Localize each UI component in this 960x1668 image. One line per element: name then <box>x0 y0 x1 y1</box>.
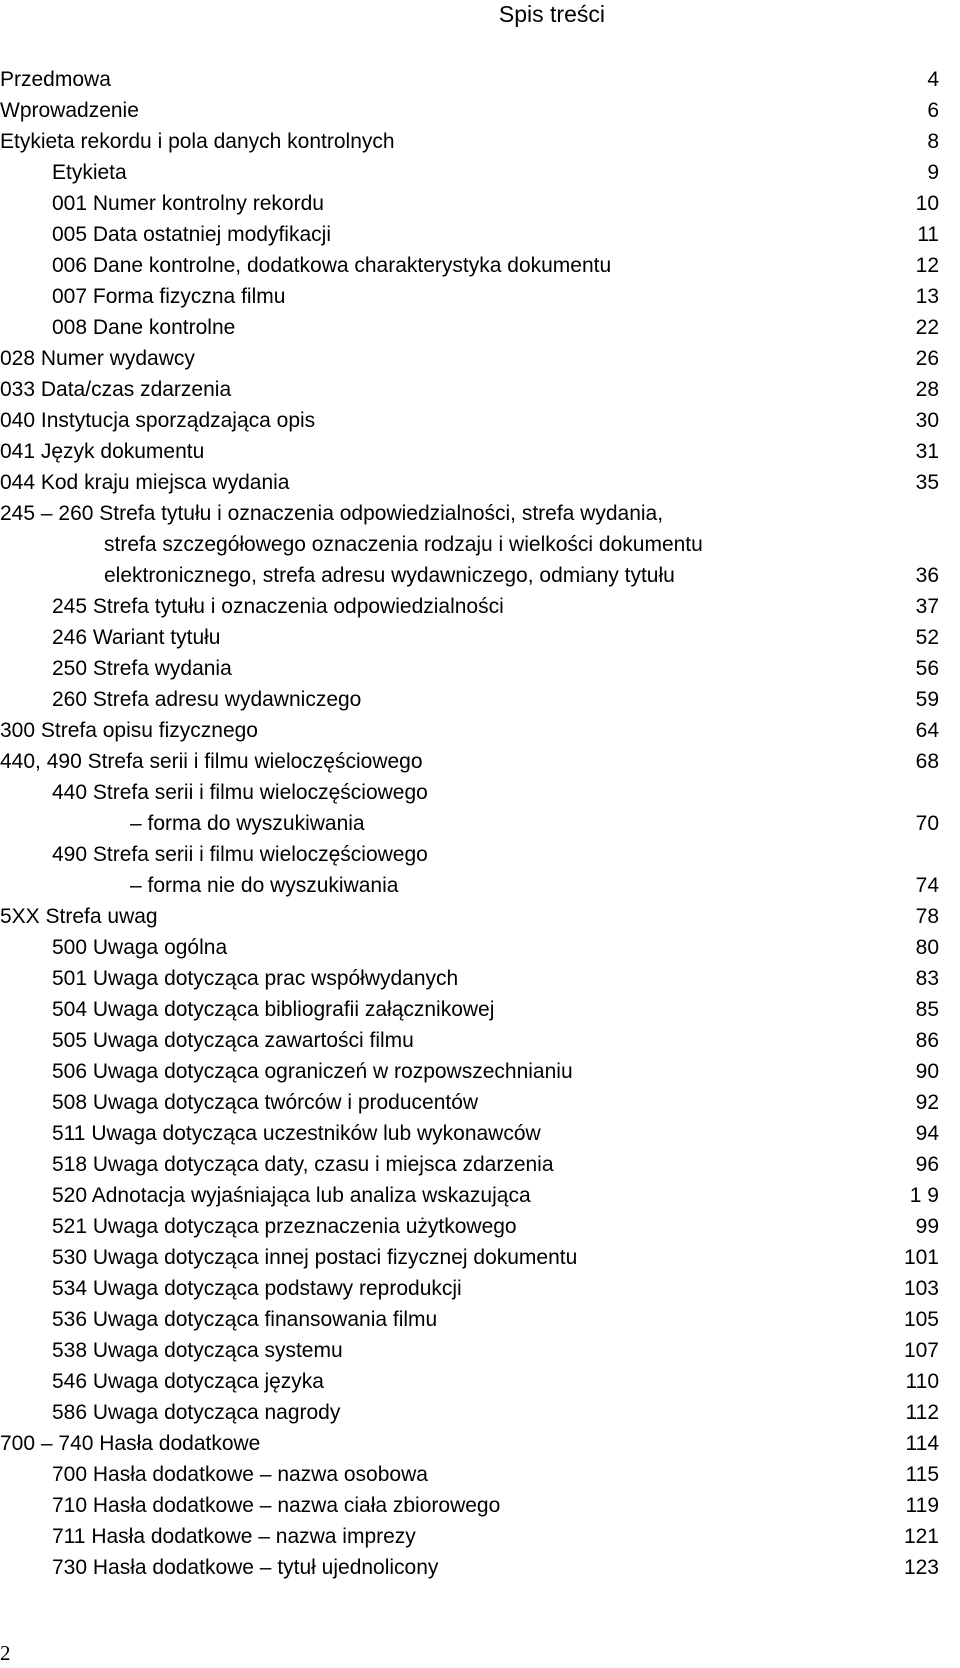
toc-entry <box>0 963 960 994</box>
toc-entry-label: strefa szczegółowego oznaczenia rodzaju i wielkości dokumentu <box>104 533 703 556</box>
toc-entry-page: 6 <box>927 99 939 122</box>
toc-entry <box>0 1242 960 1273</box>
toc-entry <box>0 1056 960 1087</box>
toc-entry-label: 518 Uwaga dotycząca daty, czasu i miejsca zdarzenia <box>52 1153 554 1176</box>
toc-entry <box>0 808 960 839</box>
toc-entry-label: 504 Uwaga dotycząca bibliografii załącznikowej <box>52 998 495 1021</box>
toc-entry-page: 52 <box>915 626 939 649</box>
toc-entry <box>0 777 960 808</box>
toc-entry <box>0 1335 960 1366</box>
toc-entry <box>0 529 960 560</box>
toc-entry <box>0 994 960 1025</box>
toc-entry-page: 37 <box>915 595 939 618</box>
toc-entry <box>0 1521 960 1552</box>
toc-entry <box>0 343 960 374</box>
toc-entry-page: 119 <box>905 1494 939 1517</box>
toc-entry <box>0 1459 960 1490</box>
toc-entry-page: 107 <box>903 1339 939 1362</box>
toc-entry-label: 005 Data ostatniej modyfikacji <box>52 223 331 246</box>
toc-entry-page: 35 <box>915 471 939 494</box>
toc-entry-page: 123 <box>903 1556 939 1579</box>
toc-entry-page: 83 <box>915 967 939 990</box>
toc-entry <box>0 188 960 219</box>
toc-entry <box>0 1149 960 1180</box>
toc-entry <box>0 1118 960 1149</box>
toc-entry <box>0 1490 960 1521</box>
toc-entry-label: 730 Hasła dodatkowe – tytuł ujednolicony <box>52 1556 439 1579</box>
toc-entry-page: 86 <box>915 1029 939 1052</box>
toc-entry-page: 9 <box>927 161 939 184</box>
toc-entry-page: 94 <box>915 1122 939 1145</box>
toc-entry-page: 68 <box>915 750 939 773</box>
toc-entry-label: Wprowadzenie <box>0 99 139 122</box>
toc-entry <box>0 1304 960 1335</box>
toc-entry-page: 26 <box>915 347 939 370</box>
toc-entry-label: 250 Strefa wydania <box>52 657 232 680</box>
toc-entry-page: 12 <box>915 254 939 277</box>
toc-entry <box>0 746 960 777</box>
toc-entry-label: 028 Numer wydawcy <box>0 347 195 370</box>
toc-entry <box>0 1211 960 1242</box>
toc-entry-page: 74 <box>915 874 939 897</box>
toc-entry-label: 245 Strefa tytułu i oznaczenia odpowiedzialności <box>52 595 504 618</box>
toc-entry-label: 710 Hasła dodatkowe – nazwa ciała zbiorowego <box>52 1494 501 1517</box>
toc-entry <box>0 1273 960 1304</box>
toc-entry-label: 245 – 260 Strefa tytułu i oznaczenia odpowiedzialności, strefa wydania, <box>0 502 664 525</box>
toc-entry-label: elektronicznego, strefa adresu wydawniczego, odmiany tytułu <box>104 564 675 587</box>
toc-entry-page: 121 <box>903 1525 939 1548</box>
toc-entry <box>0 1180 960 1211</box>
toc-entry-page: 96 <box>915 1153 939 1176</box>
toc-entry <box>0 436 960 467</box>
toc-entry <box>0 839 960 870</box>
toc-entry-label: Etykieta rekordu i pola danych kontrolnych <box>0 130 395 153</box>
toc-entry <box>0 1428 960 1459</box>
toc-entry <box>0 281 960 312</box>
toc-entry-page: 85 <box>915 998 939 1021</box>
toc-entry-label: 500 Uwaga ogólna <box>52 936 228 959</box>
toc-entry <box>0 157 960 188</box>
toc-entry <box>0 715 960 746</box>
toc-entry-label: 260 Strefa adresu wydawniczego <box>52 688 362 711</box>
toc-entry <box>0 870 960 901</box>
toc-entry-label: 536 Uwaga dotycząca finansowania filmu <box>52 1308 438 1331</box>
toc-entry-label: Etykieta <box>52 161 127 184</box>
toc-entry-page: 80 <box>915 936 939 959</box>
toc-entry-label: 520 Adnotacja wyjaśniająca lub analiza wskazująca <box>52 1184 531 1207</box>
toc-entry <box>0 95 960 126</box>
toc-entry-label: 711 Hasła dodatkowe – nazwa imprezy <box>52 1525 416 1548</box>
toc-entry-label: 521 Uwaga dotycząca przeznaczenia użytkowego <box>52 1215 517 1238</box>
toc-entry <box>0 1025 960 1056</box>
toc-entry-page: 11 <box>917 223 939 246</box>
toc-entry-label: 008 Dane kontrolne <box>52 316 236 339</box>
toc-entry-label: 586 Uwaga dotycząca nagrody <box>52 1401 341 1424</box>
toc-entry-label: 501 Uwaga dotycząca prac współwydanych <box>52 967 459 990</box>
toc-entry <box>0 932 960 963</box>
toc-entry <box>0 1552 960 1583</box>
toc-entry-page: 13 <box>915 285 939 308</box>
toc-entry-label: 506 Uwaga dotycząca ograniczeń w rozpowszechnianiu <box>52 1060 573 1083</box>
table-of-contents <box>0 64 960 1583</box>
toc-entry-label: 490 Strefa serii i filmu wieloczęściowego <box>52 843 428 866</box>
toc-entry-label: Przedmowa <box>0 68 111 91</box>
toc-entry-label: – forma do wyszukiwania <box>130 812 365 835</box>
toc-entry <box>0 219 960 250</box>
toc-entry-label: 546 Uwaga dotycząca języka <box>52 1370 324 1393</box>
toc-entry <box>0 1366 960 1397</box>
toc-entry-label: 044 Kod kraju miejsca wydania <box>0 471 290 494</box>
toc-entry-page: 59 <box>915 688 939 711</box>
toc-entry-label: – forma nie do wyszukiwania <box>130 874 399 897</box>
toc-entry-label: 001 Numer kontrolny rekordu <box>52 192 324 215</box>
toc-entry-label: 5XX Strefa uwag <box>0 905 158 928</box>
toc-entry <box>0 64 960 95</box>
toc-entry-page: 99 <box>915 1215 939 1238</box>
toc-entry-label: 440 Strefa serii i filmu wieloczęściowego <box>52 781 428 804</box>
toc-entry-page: 103 <box>903 1277 939 1300</box>
toc-entry-label: 505 Uwaga dotycząca zawartości filmu <box>52 1029 414 1052</box>
toc-entry-page: 101 <box>903 1246 939 1269</box>
toc-entry-page: 28 <box>915 378 939 401</box>
toc-entry <box>0 498 960 529</box>
toc-entry-label: 508 Uwaga dotycząca twórców i producentów <box>52 1091 479 1114</box>
toc-entry-label: 538 Uwaga dotycząca systemu <box>52 1339 343 1362</box>
toc-entry <box>0 405 960 436</box>
toc-entry-page: 114 <box>905 1432 939 1455</box>
toc-entry <box>0 250 960 281</box>
toc-entry-page: 31 <box>915 440 939 463</box>
toc-entry-label: 041 Język dokumentu <box>0 440 205 463</box>
toc-entry-page: 22 <box>915 316 939 339</box>
toc-entry <box>0 1397 960 1428</box>
toc-entry-label: 440, 490 Strefa serii i filmu wieloczęściowego <box>0 750 423 773</box>
toc-entry-page: 78 <box>915 905 939 928</box>
toc-entry-page: 56 <box>915 657 939 680</box>
toc-entry-label: 040 Instytucja sporządzająca opis <box>0 409 316 432</box>
toc-entry-page: 36 <box>915 564 939 587</box>
toc-entry-page: 4 <box>927 68 939 91</box>
toc-entry <box>0 1087 960 1118</box>
toc-entry-page: 112 <box>905 1401 939 1424</box>
toc-entry <box>0 374 960 405</box>
toc-entry-label: 006 Dane kontrolne, dodatkowa charakterystyka dokumentu <box>52 254 612 277</box>
toc-entry-page: 90 <box>915 1060 939 1083</box>
toc-entry <box>0 653 960 684</box>
toc-entry <box>0 591 960 622</box>
toc-entry-page: 70 <box>915 812 939 835</box>
toc-entry-page: 1 9 <box>909 1184 939 1207</box>
toc-entry-label: 007 Forma fizyczna filmu <box>52 285 286 308</box>
toc-entry-label: 033 Data/czas zdarzenia <box>0 378 232 401</box>
toc-entry-label: 534 Uwaga dotycząca podstawy reprodukcji <box>52 1277 462 1300</box>
toc-entry <box>0 467 960 498</box>
toc-entry-label: 700 – 740 Hasła dodatkowe <box>0 1432 261 1455</box>
toc-entry-label: 700 Hasła dodatkowe – nazwa osobowa <box>52 1463 428 1486</box>
toc-entry <box>0 901 960 932</box>
toc-entry <box>0 312 960 343</box>
page-number: 2 <box>0 1641 11 1665</box>
toc-entry-label: 530 Uwaga dotycząca innej postaci fizycznej dokumentu <box>52 1246 578 1269</box>
toc-entry-page: 115 <box>905 1463 939 1486</box>
toc-entry-label: 511 Uwaga dotycząca uczestników lub wykonawców <box>52 1122 541 1145</box>
toc-entry-label: 246 Wariant tytułu <box>52 626 221 649</box>
toc-entry-page: 105 <box>903 1308 939 1331</box>
toc-entry-page: 30 <box>915 409 939 432</box>
toc-entry <box>0 560 960 591</box>
toc-entry-page: 8 <box>927 130 939 153</box>
toc-entry-label: 300 Strefa opisu fizycznego <box>0 719 258 742</box>
toc-entry-page: 92 <box>915 1091 939 1114</box>
toc-entry-page: 110 <box>905 1370 939 1393</box>
toc-entry-page: 10 <box>915 192 939 215</box>
toc-entry <box>0 684 960 715</box>
toc-entry <box>0 622 960 653</box>
toc-entry-page: 64 <box>915 719 939 742</box>
page-title: Spis treści <box>498 1 605 27</box>
toc-entry <box>0 126 960 157</box>
